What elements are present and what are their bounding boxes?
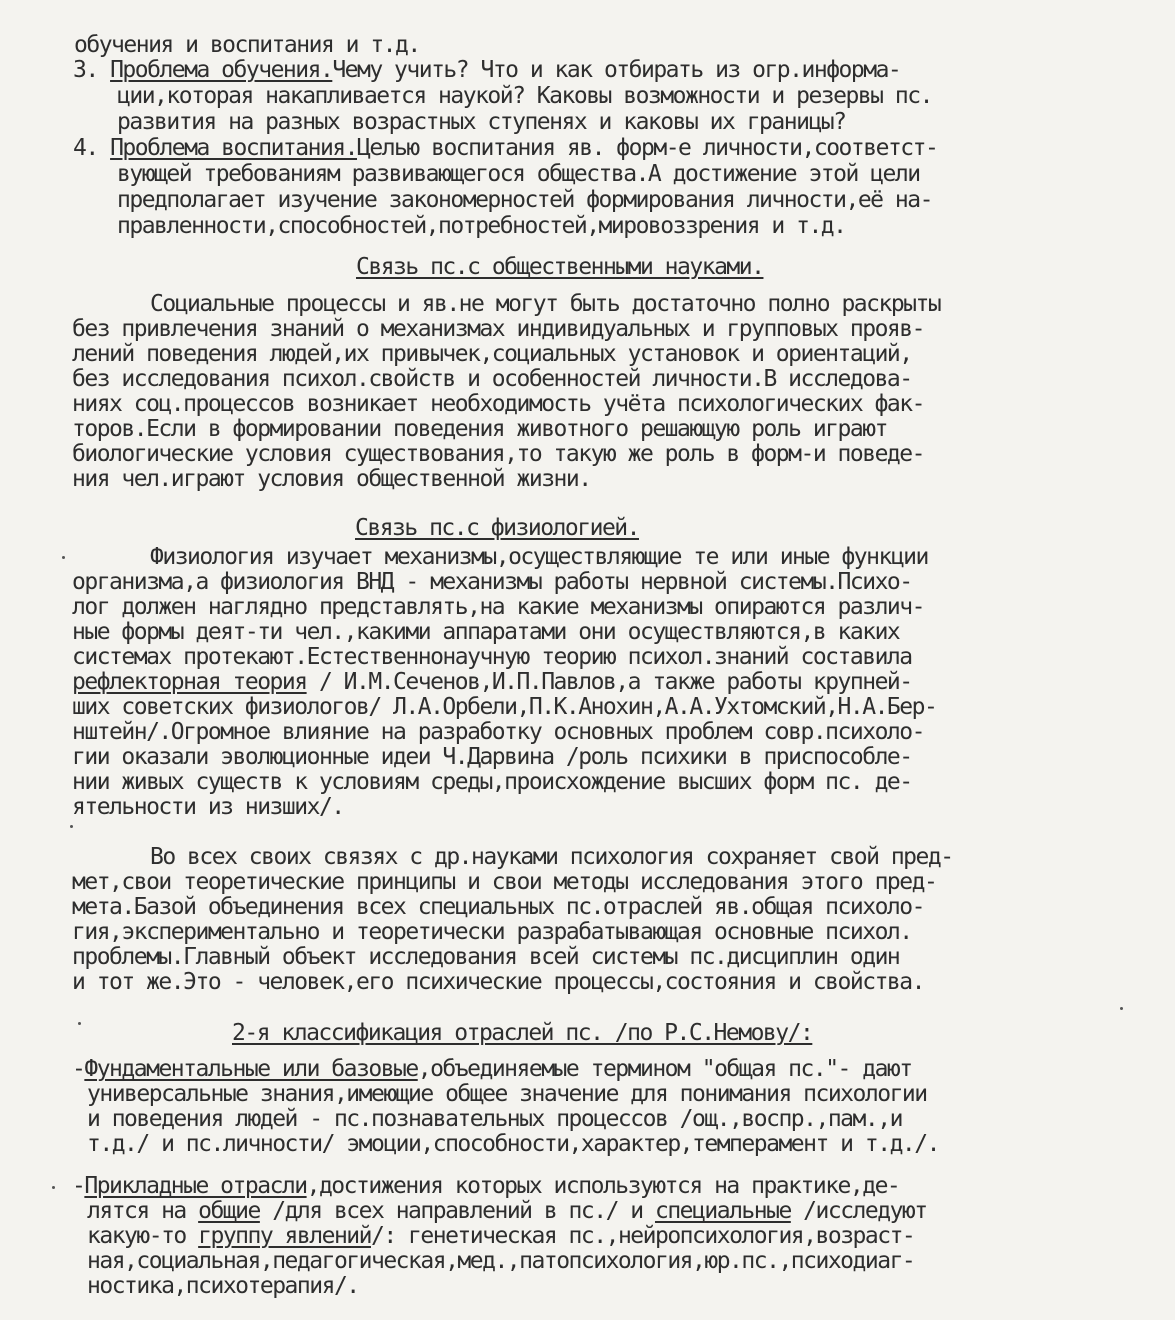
list-item-3 [73, 58, 900, 82]
text-line: мета.Базой объединения всех специальных пс.отраслей яв.общая психоло- [72, 894, 924, 920]
text-line: ятельности из низших/. [72, 794, 344, 820]
text-line: ная,социальная,педагогическая,мед.,патопсихология,юр.пс.,психодиаг- [87, 1248, 915, 1274]
text-line: биологические условия существования,то такую же роль в форм-и поведе- [72, 441, 924, 467]
text-line: без исследования психол.свойств и особенностей личности.В исследова- [72, 366, 912, 392]
dash: - [72, 1173, 85, 1199]
text-line: и поведения людей - пс.познавательных процессов /ощ.,воспр.,пам.,и [87, 1106, 902, 1132]
text-line: Физиология изучает механизмы,осуществляющие те или иные функции [150, 544, 928, 570]
list-number: 3. [73, 57, 98, 83]
text-line: нштейн/.Огромное влияние на разработку основных проблем совр.психоло- [72, 719, 924, 745]
text-line: ших советских физиологов/ Л.А.Орбели,П.К.Анохин,А.А.Ухтомский,Н.А.Бер- [72, 694, 937, 720]
scan-speck [78, 1022, 81, 1025]
text-line: т.д./ и пс.личности/ эмоции,способности,характер,темперамент и т.д./. [87, 1131, 939, 1157]
text-line: ные формы деят-ти чел.,какими аппаратами они осуществляются,в каких [72, 619, 900, 645]
list-number: 4. [73, 135, 98, 161]
dash: - [72, 1056, 85, 1082]
text-line: развития на разных возрастных ступенях и каковы их границы? [117, 109, 846, 135]
text-line: лений поведения людей,их привычек,социальных установок и ориентаций, [72, 341, 912, 367]
text-line: Во всех своих связях с др.науками психология сохраняет свой пред- [150, 844, 953, 870]
text-line [87, 1224, 914, 1248]
text-line: ции,которая накапливается наукой? Каковы возможности и резервы пс. [117, 83, 932, 109]
text-line [72, 1174, 899, 1198]
text-line: универсальные знания,имеющие общее значение для понимания психологии [87, 1081, 927, 1107]
text-span: какую-то [87, 1223, 199, 1249]
text-line: обучения и воспитания и т.д. [74, 32, 420, 58]
text-line [72, 1057, 912, 1081]
scan-speck [62, 556, 65, 559]
text-line: вующей требованиям развивающегося общества.А достижение этой цели [117, 161, 920, 187]
term-reflex-theory: рефлекторная теория [72, 669, 307, 695]
text-line: предполагает изучение закономерностей формирования личности,её на- [117, 187, 932, 213]
section-heading-physiology: Связь пс.с физиологией. [355, 515, 639, 541]
section-heading-classification: 2-я классификация отраслей пс. /по Р.С.Немову/: [232, 1020, 813, 1046]
scan-speck [1120, 1007, 1123, 1010]
scan-speck [52, 1186, 55, 1189]
text-span: ,достижения которых используются на практике,де- [306, 1173, 900, 1199]
text-line: гия,экспериментально и теоретически разрабатывающая основные психол. [72, 919, 912, 945]
text-line: ностика,психотерапия/. [87, 1273, 359, 1299]
text-line: мет,свои теоретические принципы и свои методы исследования этого пред- [72, 869, 937, 895]
text-span: Целью воспитания яв. форм-е личности,соответст- [357, 135, 938, 161]
problem-heading-learning: Проблема обучения. [110, 57, 333, 83]
problem-heading-upbringing: Проблема воспитания. [110, 135, 358, 161]
text-span: Чему учить? Что и как отбирать из огр.информа- [332, 57, 901, 83]
text-line: организма,а физиология ВНД - механизмы работы нервной системы.Психо- [72, 569, 912, 595]
term-fundamental: Фундаментальные или базовые [84, 1056, 418, 1082]
term-special: специальные [654, 1198, 791, 1224]
text-line [87, 1199, 927, 1223]
text-line: системах протекают.Естественнонаучную теорию психол.знаний составила [72, 644, 912, 670]
text-span: / И.М.Сеченов,И.П.Павлов,а также работы крупней- [306, 669, 912, 695]
text-line [72, 670, 912, 694]
text-line: нии живых существ к условиям среды,происхождение высших форм пс. де- [72, 769, 912, 795]
term-general: общие [198, 1198, 260, 1224]
text-line: правленности,способностей,потребностей,мировоззрения и т.д. [117, 213, 846, 239]
term-applied: Прикладные отрасли [84, 1173, 307, 1199]
text-span: /исследуют [790, 1198, 927, 1224]
text-line: торов.Если в формировании поведения животного решающую роль играют [72, 416, 887, 442]
scan-speck [70, 825, 73, 828]
text-line: лог должен наглядно представлять,на какие механизмы опираются различ- [72, 594, 924, 620]
text-span: /: генетическая пс.,нейропсихология,возраст- [371, 1223, 915, 1249]
list-item-4 [73, 136, 937, 160]
text-line: Социальные процессы и яв.не могут быть достаточно полно раскрыты [150, 291, 941, 317]
text-line: ниях соц.процессов возникает необходимость учёта психологических фак- [72, 391, 924, 417]
text-span: ,объединяемые термином "общая пс."- дают [417, 1056, 912, 1082]
text-span: лятся на [87, 1198, 199, 1224]
text-line: ния чел.играют условия общественной жизни. [72, 466, 591, 492]
term-phenomena-group: группу явлений [198, 1223, 371, 1249]
text-line: гии оказали эволюционные идеи Ч.Дарвина /роль психики в приспособле- [72, 744, 912, 770]
text-line: без привлечения знаний о механизмах индивидуальных и групповых прояв- [72, 316, 924, 342]
text-line: и тот же.Это - человек,его психические процессы,состояния и свойства. [72, 969, 924, 995]
section-heading-social-sciences: Связь пс.с общественными науками. [356, 254, 764, 280]
text-span: /для всех направлений в пс./ и [259, 1198, 655, 1224]
text-line: проблемы.Главный объект исследования всей системы пс.дисциплин один [72, 944, 900, 970]
